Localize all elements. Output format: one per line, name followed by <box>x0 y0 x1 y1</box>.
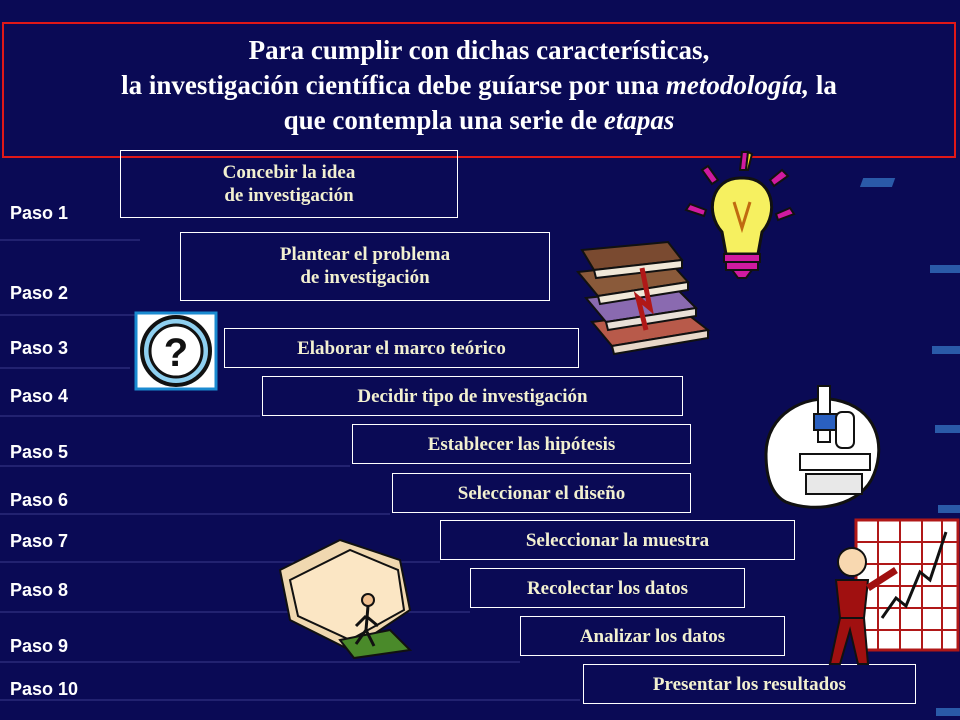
title-line-3: que contempla una serie de etapas <box>283 105 675 135</box>
paso-label-2: Paso 2 <box>10 283 69 303</box>
paso-label-4: Paso 4 <box>10 386 69 406</box>
paso-label-8: Paso 8 <box>10 580 69 600</box>
step-box-4: Decidir tipo de investigación <box>262 376 683 416</box>
paso-label-5: Paso 5 <box>10 442 69 462</box>
step-box-6: Seleccionar el diseño <box>392 473 691 513</box>
step-box-9: Analizar los datos <box>520 616 785 656</box>
step-box-10: Presentar los resultados <box>583 664 916 704</box>
step-1-line-1: Concebir la idea <box>222 162 356 183</box>
paso-label-1: Paso 1 <box>10 203 69 223</box>
svg-text:?: ? <box>163 331 189 375</box>
microscope-icon <box>756 384 892 520</box>
presenter-chart-icon <box>822 518 960 668</box>
paso-label-3: Paso 3 <box>10 338 69 358</box>
paso-label-10: Paso 10 <box>10 679 79 699</box>
step-box-5: Establecer las hipótesis <box>352 424 691 464</box>
step-box-3: Elaborar el marco teórico <box>224 328 579 368</box>
step-box-2 <box>180 232 550 301</box>
step-2-line-2: de investigación <box>300 267 430 288</box>
books-icon <box>572 238 712 356</box>
title-line-2: la investigación científica debe guíarse por una metodología, la <box>121 70 837 100</box>
step-1-line-2: de investigación <box>224 185 354 206</box>
step-box-8: Recolectar los datos <box>470 568 745 608</box>
title-line-1: Para cumplir con dichas características, <box>248 35 710 65</box>
paso-label-9: Paso 9 <box>10 636 69 656</box>
question-mark-icon <box>134 311 218 391</box>
paso-label-6: Paso 6 <box>10 490 69 510</box>
step-box-7: Seleccionar la muestra <box>440 520 795 560</box>
paso-label-7: Paso 7 <box>10 531 69 551</box>
step-box-1 <box>120 150 458 218</box>
step-2-line-1: Plantear el problema <box>279 244 451 265</box>
title-box <box>2 22 956 158</box>
folder-icon <box>270 530 420 660</box>
